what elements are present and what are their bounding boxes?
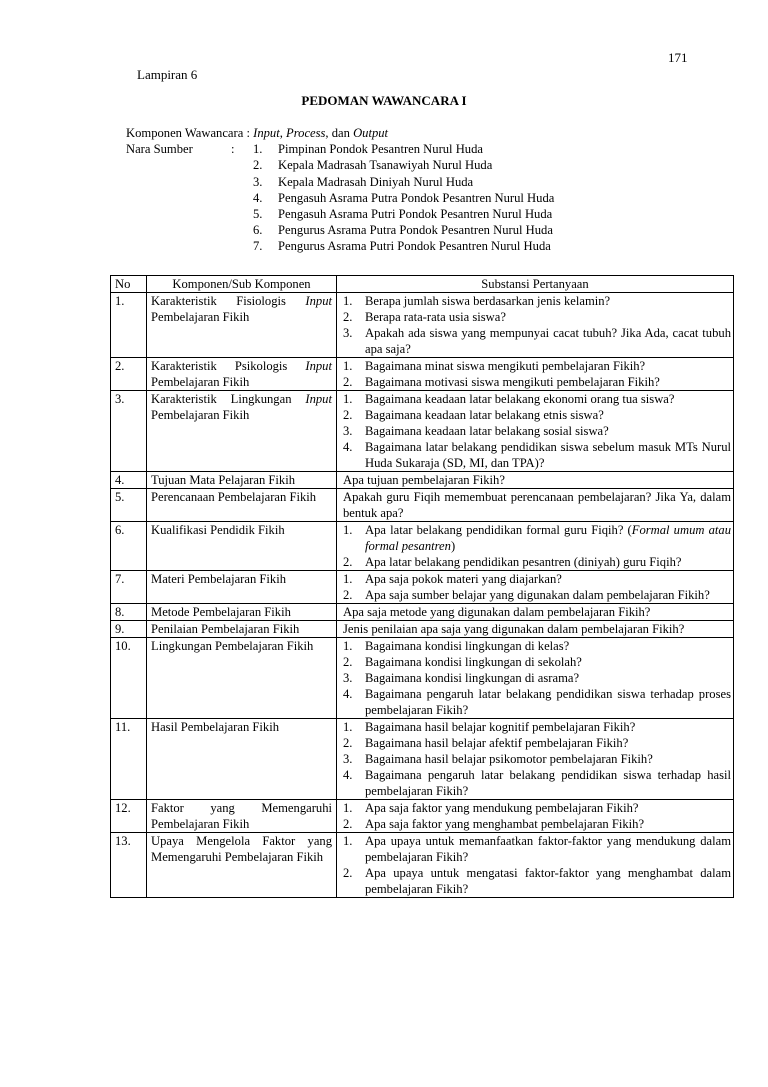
question-item <box>337 423 733 439</box>
nara-number: 1. <box>253 142 263 157</box>
question-text: Apa saja faktor yang mendukung pembelajaran Fikih? <box>365 801 639 815</box>
row-substansi <box>337 604 734 621</box>
question-item <box>337 407 733 423</box>
row-substansi <box>337 391 734 472</box>
question-number: 2. <box>343 588 353 602</box>
question-text: Bagaimana hasil belajar psikomotor pembelajaran Fikih? <box>365 752 653 766</box>
row-number: 12. <box>111 800 147 833</box>
question-item <box>337 522 733 554</box>
komponen-text: Tujuan Mata Pelajaran Fikih <box>151 473 295 487</box>
interview-table <box>110 275 734 898</box>
row-komponen <box>147 358 337 391</box>
question-number: 2. <box>343 408 353 422</box>
row-substansi <box>337 472 734 489</box>
question-text: Bagaimana hasil belajar afektif pembelajaran Fikih? <box>365 736 629 750</box>
interview-meta <box>126 125 554 255</box>
nara-sumber-item <box>126 206 554 222</box>
komponen-italic: Input <box>305 359 332 373</box>
nara-sumber-item <box>126 141 554 157</box>
question-number: 4. <box>343 440 353 454</box>
table-row <box>111 621 734 638</box>
nara-text: Kepala Madrasah Diniyah Nurul Huda <box>278 174 474 189</box>
question-item <box>337 670 733 686</box>
row-komponen <box>147 522 337 571</box>
komponen-italic: Input <box>305 392 332 406</box>
question-text: Bagaimana motivasi siswa mengikuti pembelajaran Fikih? <box>365 375 660 389</box>
question-text: Bagaimana keadaan latar belakang sosial siswa? <box>365 424 609 438</box>
question-text: Apa latar belakang pendidikan formal guru Fiqih? (Formal umum atau formal pesantren) <box>365 523 731 553</box>
question-text: Apa tujuan pembelajaran Fikih? <box>343 473 505 487</box>
question-item <box>337 638 733 654</box>
nara-sumber-item <box>126 238 554 254</box>
question-number: 1. <box>343 294 353 308</box>
nara-sumber-item <box>126 222 554 238</box>
question-text: Berapa jumlah siswa berdasarkan jenis kelamin? <box>365 294 611 308</box>
komponen-italic: Input <box>305 294 332 308</box>
question-item <box>337 391 733 407</box>
question-text: Bagaimana kondisi lingkungan di asrama? <box>365 671 580 685</box>
komponen-text: Karakteristik Lingkungan <box>151 392 292 406</box>
question-item <box>337 800 733 816</box>
question-text: Bagaimana minat siswa mengikuti pembelajaran Fikih? <box>365 359 646 373</box>
nara-text: Pengurus Asrama Putri Pondok Pesantren Nurul Huda <box>278 239 551 254</box>
table-row <box>111 833 734 898</box>
question-number: 3. <box>343 424 353 438</box>
komponen-text: Pembelajaran Fikih <box>151 375 250 389</box>
question-text: Apa latar belakang pendidikan pesantren (diniyah) guru Fiqih? <box>365 555 682 569</box>
nara-number: 2. <box>253 158 263 173</box>
question-number: 2. <box>343 817 353 831</box>
question-item <box>337 293 733 309</box>
question-text: Apakah guru Fiqih memembuat perencanaan pembelajaran? Jika Ya, dalam bentuk apa? <box>343 490 731 520</box>
question-text: Bagaimana pengaruh latar belakang pendidikan siswa terhadap hasil pembelajaran Fikih? <box>365 768 731 798</box>
nara-label: Nara Sumber <box>126 142 193 157</box>
row-number: 10. <box>111 638 147 719</box>
question-text: Bagaimana kondisi lingkungan di sekolah? <box>365 655 582 669</box>
row-number: 9. <box>111 621 147 638</box>
table-row <box>111 604 734 621</box>
nara-number: 4. <box>253 190 263 205</box>
row-substansi <box>337 522 734 571</box>
nara-text: Pengasuh Asrama Putri Pondok Pesantren Nurul Huda <box>278 206 553 221</box>
komponen-text: Materi Pembelajaran Fikih <box>151 572 286 586</box>
row-komponen <box>147 719 337 800</box>
table-row <box>111 638 734 719</box>
question-text: Bagaimana keadaan latar belakang ekonomi orang tua siswa? <box>365 392 675 406</box>
komponen-text: Upaya Mengelola Faktor yang Memengaruhi Pembelajaran Fikih <box>151 834 332 864</box>
row-komponen <box>147 638 337 719</box>
komponen-text: Penilaian Pembelajaran Fikih <box>151 622 300 636</box>
row-number: 1. <box>111 293 147 358</box>
question-number: 2. <box>343 310 353 324</box>
question-text: Apa saja pokok materi yang diajarkan? <box>365 572 562 586</box>
komponen-row <box>126 125 554 141</box>
row-number: 11. <box>111 719 147 800</box>
question-number: 1. <box>343 834 353 848</box>
lampiran-label: Lampiran 6 <box>137 67 198 82</box>
question-item <box>337 833 733 865</box>
question-text: Berapa rata-rata usia siswa? <box>365 310 506 324</box>
komponen-line <box>151 293 332 309</box>
komponen-text: Pembelajaran Fikih <box>151 310 250 324</box>
question-text: Apa saja metode yang digunakan dalam pembelajaran Fikih? <box>343 605 651 619</box>
question-number: 3. <box>343 671 353 685</box>
table-row <box>111 472 734 489</box>
page-number: 171 <box>668 50 688 65</box>
question-text: Bagaimana hasil belajar kognitif pembelajaran Fikih? <box>365 720 636 734</box>
header-no: No <box>111 276 147 293</box>
question-text: Bagaimana latar belakang pendidikan siswa sebelum masuk MTs Nurul Huda Sukaraja (SD, MI, dan TPA)? <box>365 440 731 470</box>
question-text: Apa saja sumber belajar yang digunakan dalam pembelajaran Fikih? <box>365 588 710 602</box>
question-number: 1. <box>343 523 353 537</box>
question-item <box>337 686 733 718</box>
row-komponen <box>147 293 337 358</box>
komponen-text: Pembelajaran Fikih <box>151 408 250 422</box>
row-number: 13. <box>111 833 147 898</box>
row-number: 7. <box>111 571 147 604</box>
nara-sumber-list <box>126 141 554 254</box>
row-number: 6. <box>111 522 147 571</box>
nara-number: 6. <box>253 223 263 238</box>
question-item <box>337 439 733 471</box>
nara-number: 3. <box>253 174 263 189</box>
question-number: 2. <box>343 555 353 569</box>
komponen-text: Hasil Pembelajaran Fikih <box>151 720 280 734</box>
header-komponen: Komponen/Sub Komponen <box>147 276 337 293</box>
question-number: 1. <box>343 801 353 815</box>
question-item <box>337 751 733 767</box>
question-item <box>337 654 733 670</box>
row-number: 3. <box>111 391 147 472</box>
question-number: 2. <box>343 655 353 669</box>
row-komponen <box>147 571 337 604</box>
row-komponen <box>147 472 337 489</box>
komponen-text: Metode Pembelajaran Fikih <box>151 605 291 619</box>
question-text: Bagaimana pengaruh latar belakang pendidikan siswa terhadap proses pembelajaran Fikih? <box>365 687 731 717</box>
row-komponen <box>147 800 337 833</box>
row-komponen <box>147 391 337 472</box>
row-komponen <box>147 833 337 898</box>
header-substansi: Substansi Pertanyaan <box>337 276 734 293</box>
komponen-text: Lingkungan Pembelajaran Fikih <box>151 639 314 653</box>
question-text: Apakah ada siswa yang mempunyai cacat tubuh? Jika Ada, cacat tubuh apa saja? <box>365 326 731 356</box>
row-substansi <box>337 358 734 391</box>
question-number: 1. <box>343 639 353 653</box>
row-substansi <box>337 833 734 898</box>
table-row <box>111 489 734 522</box>
question-number: 1. <box>343 572 353 586</box>
question-number: 1. <box>343 720 353 734</box>
komponen-label: Komponen Wawancara <box>126 126 244 140</box>
question-number: 2. <box>343 375 353 389</box>
question-item <box>337 374 733 390</box>
question-item <box>337 554 733 570</box>
komponen-text: Kualifikasi Pendidik Fikih <box>151 523 285 537</box>
question-number: 3. <box>343 752 353 766</box>
nara-text: Pengurus Asrama Putra Pondok Pesantren Nurul Huda <box>278 223 553 238</box>
row-substansi <box>337 719 734 800</box>
row-komponen <box>147 604 337 621</box>
komponen-text: Faktor yang Memengaruhi Pembelajaran Fikih <box>151 801 332 831</box>
question-text: Apa saja faktor yang menghambat pembelajaran Fikih? <box>365 817 645 831</box>
nara-text: Pimpinan Pondok Pesantren Nurul Huda <box>278 142 483 157</box>
question-number: 3. <box>343 326 353 340</box>
question-item <box>337 735 733 751</box>
nara-number: 7. <box>253 239 263 254</box>
question-text: Apa upaya untuk mengatasi faktor-faktor yang menghambat dalam pembelajaran Fikih? <box>365 866 731 896</box>
question-number: 2. <box>343 866 353 880</box>
question-item <box>337 719 733 735</box>
question-text: Jenis penilaian apa saja yang digunakan dalam pembelajaran Fikih? <box>343 622 685 636</box>
nara-colon: : <box>231 142 235 157</box>
question-item <box>337 571 733 587</box>
nara-sumber-item <box>126 190 554 206</box>
table-row <box>111 571 734 604</box>
question-text: Apa upaya untuk memanfaatkan faktor-faktor yang mendukung dalam pembelajaran Fikih? <box>365 834 731 864</box>
row-komponen <box>147 621 337 638</box>
question-number: 1. <box>343 359 353 373</box>
nara-sumber-item <box>126 174 554 190</box>
question-number: 1. <box>343 392 353 406</box>
page-title: PEDOMAN WAWANCARA I <box>301 93 467 108</box>
komponen-text: Perencanaan Pembelajaran Fikih <box>151 490 317 504</box>
question-item <box>337 587 733 603</box>
komponen-text: Karakteristik Fisiologis <box>151 294 286 308</box>
row-komponen <box>147 489 337 522</box>
question-text: Bagaimana keadaan latar belakang etnis siswa? <box>365 408 604 422</box>
table-row <box>111 293 734 358</box>
komponen-line <box>151 358 332 374</box>
nara-text: Pengasuh Asrama Putra Pondok Pesantren Nurul Huda <box>278 190 555 205</box>
komponen-value: : Input, Process, dan Output <box>246 126 389 140</box>
row-substansi <box>337 571 734 604</box>
nara-sumber-item <box>126 157 554 173</box>
row-substansi <box>337 621 734 638</box>
question-item <box>337 865 733 897</box>
row-number: 2. <box>111 358 147 391</box>
question-item <box>337 816 733 832</box>
question-number: 4. <box>343 687 353 701</box>
row-number: 5. <box>111 489 147 522</box>
komponen-line <box>151 391 332 407</box>
question-item <box>337 358 733 374</box>
nara-text: Kepala Madrasah Tsanawiyah Nurul Huda <box>278 158 493 173</box>
question-number: 4. <box>343 768 353 782</box>
row-substansi <box>337 638 734 719</box>
table-row <box>111 391 734 472</box>
row-number: 8. <box>111 604 147 621</box>
question-item <box>337 309 733 325</box>
row-substansi <box>337 293 734 358</box>
row-substansi <box>337 800 734 833</box>
row-number: 4. <box>111 472 147 489</box>
row-substansi <box>337 489 734 522</box>
table-row <box>111 358 734 391</box>
table-row <box>111 800 734 833</box>
question-item <box>337 325 733 357</box>
question-item <box>337 767 733 799</box>
question-number: 2. <box>343 736 353 750</box>
table-row <box>111 522 734 571</box>
table-row <box>111 719 734 800</box>
komponen-text: Karakteristik Psikologis <box>151 359 288 373</box>
question-text: Bagaimana kondisi lingkungan di kelas? <box>365 639 570 653</box>
nara-number: 5. <box>253 206 263 221</box>
